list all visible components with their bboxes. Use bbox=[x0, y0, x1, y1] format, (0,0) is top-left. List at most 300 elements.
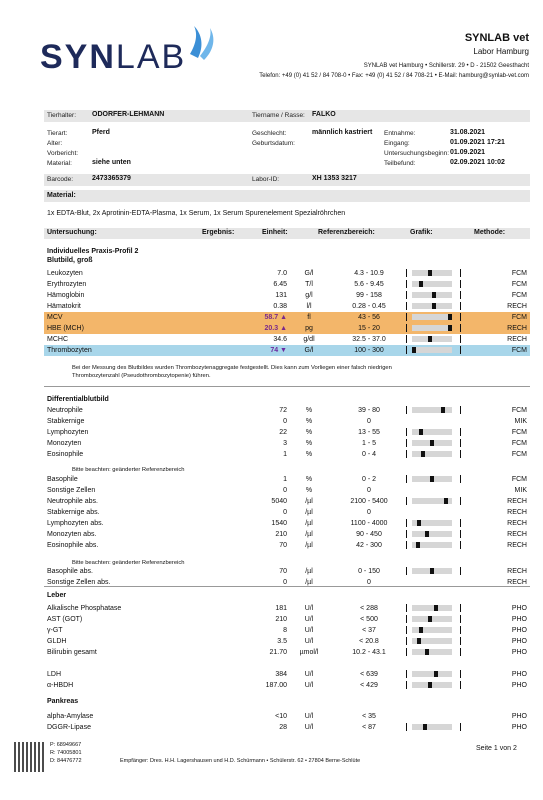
result-row bbox=[44, 529, 530, 540]
method: PHO bbox=[511, 649, 527, 656]
test-name: Alkalische Phosphatase bbox=[47, 605, 122, 612]
reference-range: < 429 bbox=[360, 682, 378, 689]
method: RECH bbox=[507, 509, 527, 516]
reference-range: 0 - 150 bbox=[358, 568, 380, 575]
graph-marker bbox=[434, 605, 438, 611]
graph-marker bbox=[416, 542, 420, 548]
footer-d: D: 84476772 bbox=[50, 758, 82, 764]
synlab-logo: SYNLAB bbox=[40, 38, 187, 76]
method: FCM bbox=[511, 429, 527, 436]
unit: % bbox=[305, 407, 313, 414]
section-pancreas: Pankreas bbox=[47, 698, 79, 705]
graph-tick-left bbox=[406, 324, 407, 332]
graph-tick-right bbox=[460, 615, 461, 623]
graph-tick-right bbox=[460, 670, 461, 678]
graph-bar bbox=[412, 724, 452, 730]
result-row bbox=[44, 518, 530, 529]
graph-marker bbox=[448, 325, 452, 331]
graph-tick-right bbox=[460, 519, 461, 527]
thrombo-note: Bei der Messung des Blutbildes wurden Thrombozytenaggregate festgestellt. Dies kann zum Vorliegen einer falsch niedrigen bbox=[72, 365, 392, 371]
result-row bbox=[44, 485, 530, 496]
graph-tick-left bbox=[406, 475, 407, 483]
reference-range: 32.5 - 37.0 bbox=[352, 336, 386, 343]
reference-range: < 639 bbox=[360, 671, 378, 678]
unit: l/l bbox=[306, 303, 312, 310]
divider bbox=[44, 386, 530, 387]
result-row bbox=[44, 540, 530, 551]
reference-range: 0 bbox=[367, 509, 371, 516]
graph-tick-right bbox=[460, 637, 461, 645]
result-value: 8 bbox=[283, 627, 287, 634]
result-row bbox=[44, 427, 530, 438]
test-name: LDH bbox=[47, 671, 62, 678]
graph-tick-right bbox=[460, 450, 461, 458]
divider bbox=[44, 586, 530, 587]
unit: /µl bbox=[305, 579, 313, 586]
graph-tick-right bbox=[460, 567, 461, 575]
result-value: 5040 bbox=[271, 498, 287, 505]
graph-marker bbox=[444, 498, 448, 504]
result-value: 0 bbox=[283, 509, 287, 516]
reference-range: 43 - 56 bbox=[358, 314, 380, 321]
graph-marker bbox=[417, 638, 421, 644]
result-value: 22 bbox=[279, 429, 287, 436]
method: FCM bbox=[511, 476, 527, 483]
method: FCM bbox=[511, 451, 527, 458]
unit: U/l bbox=[304, 638, 314, 645]
graph-marker bbox=[432, 303, 436, 309]
result-row bbox=[44, 507, 530, 518]
unit: % bbox=[305, 487, 313, 494]
graph-bar bbox=[412, 531, 452, 537]
result-row bbox=[44, 416, 530, 427]
graph-marker bbox=[419, 627, 423, 633]
test-name: AST (GOT) bbox=[47, 616, 83, 623]
graph-tick-right bbox=[460, 428, 461, 436]
result-row bbox=[44, 636, 530, 647]
test-name: Thrombozyten bbox=[47, 347, 92, 354]
graph-marker bbox=[421, 451, 425, 457]
result-row bbox=[44, 711, 530, 722]
graph-bar bbox=[412, 347, 452, 353]
graph-tick-left bbox=[406, 530, 407, 538]
unit: fl bbox=[307, 314, 311, 321]
result-row bbox=[44, 301, 530, 312]
graph-bar bbox=[412, 627, 452, 633]
receipt-date: 01.09.2021 17:21 bbox=[450, 139, 505, 146]
unit: % bbox=[305, 440, 313, 447]
graph-tick-left bbox=[406, 670, 407, 678]
test-name: Eosinophile abs. bbox=[47, 542, 99, 549]
method: RECH bbox=[507, 579, 527, 586]
result-row bbox=[44, 680, 530, 691]
result-row bbox=[44, 345, 530, 356]
graph-marker bbox=[425, 649, 429, 655]
graph-tick-left bbox=[406, 567, 407, 575]
reference-range: 90 - 450 bbox=[356, 531, 382, 538]
reference-range: 15 - 20 bbox=[358, 325, 380, 332]
test-name: Sonstige Zellen abs. bbox=[47, 579, 111, 586]
unit: U/l bbox=[304, 724, 314, 731]
unit: µmol/l bbox=[299, 649, 319, 656]
graph-bar bbox=[412, 568, 452, 574]
method: RECH bbox=[507, 520, 527, 527]
col-graph: Grafik: bbox=[410, 229, 433, 236]
graph-bar bbox=[412, 605, 452, 611]
reference-range: < 87 bbox=[362, 724, 376, 731]
result-value: 28 bbox=[279, 724, 287, 731]
graph-tick-right bbox=[460, 530, 461, 538]
result-row bbox=[44, 438, 530, 449]
unit: U/l bbox=[304, 605, 314, 612]
pet-name: FALKO bbox=[312, 111, 336, 118]
graph-marker bbox=[448, 314, 452, 320]
graph-tick-left bbox=[406, 346, 407, 354]
method: FCM bbox=[511, 292, 527, 299]
result-value: 210 bbox=[275, 531, 287, 538]
method: PHO bbox=[511, 724, 527, 731]
unit: g/l bbox=[305, 292, 313, 299]
result-row bbox=[44, 625, 530, 636]
result-value: 3 bbox=[283, 440, 287, 447]
unit: U/l bbox=[304, 627, 314, 634]
graph-bar bbox=[412, 498, 452, 504]
reference-range: 1 - 5 bbox=[361, 440, 376, 447]
graph-marker bbox=[428, 616, 432, 622]
method: MIK bbox=[514, 487, 527, 494]
test-name: Neutrophile bbox=[47, 407, 83, 414]
graph-bar bbox=[412, 649, 452, 655]
test-name: Sonstige Zellen bbox=[47, 487, 96, 494]
test-name: DGGR-Lipase bbox=[47, 724, 91, 731]
method: RECH bbox=[507, 531, 527, 538]
graph-tick-left bbox=[406, 280, 407, 288]
reference-range: 4.3 - 10.9 bbox=[354, 270, 384, 277]
reference-range: 2100 - 5400 bbox=[350, 498, 388, 505]
result-value: 58.7 ▲ bbox=[264, 314, 287, 321]
reference-range: < 35 bbox=[362, 713, 376, 720]
method: PHO bbox=[511, 713, 527, 720]
method: PHO bbox=[511, 627, 527, 634]
result-value: 70 bbox=[279, 568, 287, 575]
graph-tick-left bbox=[406, 439, 407, 447]
reference-range: 0.28 - 0.45 bbox=[352, 303, 386, 310]
graph-tick-right bbox=[460, 541, 461, 549]
graph-tick-right bbox=[460, 291, 461, 299]
graph-tick-left bbox=[406, 615, 407, 623]
reference-range: 100 - 300 bbox=[354, 347, 384, 354]
reference-range: < 37 bbox=[362, 627, 376, 634]
result-value: 21.70 bbox=[269, 649, 287, 656]
result-value: 0.38 bbox=[273, 303, 287, 310]
graph-tick-right bbox=[460, 313, 461, 321]
graph-tick-right bbox=[460, 439, 461, 447]
graph-marker bbox=[428, 336, 432, 342]
method: FCM bbox=[511, 440, 527, 447]
reference-range: 0 bbox=[367, 418, 371, 425]
graph-tick-right bbox=[460, 648, 461, 656]
unit: G/l bbox=[304, 347, 314, 354]
graph-tick-right bbox=[460, 475, 461, 483]
graph-tick-left bbox=[406, 335, 407, 343]
graph-bar bbox=[412, 270, 452, 276]
unit: /µl bbox=[305, 498, 313, 505]
result-value: 0 bbox=[283, 579, 287, 586]
result-value: <10 bbox=[275, 713, 287, 720]
result-value: 187.00 bbox=[265, 682, 287, 689]
unit: /µl bbox=[305, 568, 313, 575]
test-name: GLDH bbox=[47, 638, 67, 645]
graph-marker bbox=[419, 281, 423, 287]
test-name: Lymphozyten bbox=[47, 429, 89, 436]
result-value: 20.3 ▲ bbox=[264, 325, 287, 332]
result-value: 1540 bbox=[271, 520, 287, 527]
section-liver: Leber bbox=[47, 592, 67, 599]
test-name: Stabkernige bbox=[47, 418, 85, 425]
result-row bbox=[44, 290, 530, 301]
graph-tick-left bbox=[406, 637, 407, 645]
graph-tick-right bbox=[460, 335, 461, 343]
graph-tick-left bbox=[406, 519, 407, 527]
graph-bar bbox=[412, 314, 452, 320]
thrombo-note-2: Thrombozytenzahl (Pseudothrombozytopenie) führen. bbox=[72, 373, 211, 379]
unit: /µl bbox=[305, 542, 313, 549]
reference-range: 13 - 55 bbox=[358, 429, 380, 436]
result-row bbox=[44, 614, 530, 625]
test-name: Basophile bbox=[47, 476, 78, 483]
col-test: Untersuchung: bbox=[47, 229, 97, 236]
method: RECH bbox=[507, 498, 527, 505]
graph-marker bbox=[432, 292, 436, 298]
method: FCM bbox=[511, 281, 527, 288]
result-value: 384 bbox=[275, 671, 287, 678]
reference-range: 1100 - 4000 bbox=[350, 520, 388, 527]
unit: G/l bbox=[304, 270, 314, 277]
graph-marker bbox=[425, 531, 429, 537]
graph-marker bbox=[430, 568, 434, 574]
graph-marker bbox=[428, 270, 432, 276]
reference-range: < 500 bbox=[360, 616, 378, 623]
result-row bbox=[44, 603, 530, 614]
method: FCM bbox=[511, 407, 527, 414]
graph-tick-right bbox=[460, 324, 461, 332]
graph-marker bbox=[417, 520, 421, 526]
graph-marker bbox=[434, 671, 438, 677]
owner-name: ODORFER-LEHMANN bbox=[92, 111, 165, 118]
method: RECH bbox=[507, 568, 527, 575]
partial-date: 02.09.2021 10:02 bbox=[450, 159, 505, 166]
method: RECH bbox=[507, 542, 527, 549]
method: RECH bbox=[507, 303, 527, 310]
col-unit: Einheit: bbox=[262, 229, 288, 236]
graph-tick-right bbox=[460, 280, 461, 288]
result-value: 74 ▼ bbox=[270, 347, 287, 354]
start-date: 01.09.2021 bbox=[450, 149, 486, 156]
result-row bbox=[44, 566, 530, 577]
test-name: Neutrophile abs. bbox=[47, 498, 98, 505]
method: PHO bbox=[511, 616, 527, 623]
section-blood: Blutbild, groß bbox=[47, 257, 93, 264]
method: MIK bbox=[514, 418, 527, 425]
graph-tick-right bbox=[460, 302, 461, 310]
footer-p: P: 68949667 bbox=[50, 742, 82, 748]
unit: g/dl bbox=[303, 336, 315, 343]
result-value: 6.45 bbox=[273, 281, 287, 288]
test-name: alpha-Amylase bbox=[47, 713, 94, 720]
graph-bar bbox=[412, 520, 452, 526]
result-value: 131 bbox=[275, 292, 287, 299]
method: FCM bbox=[511, 270, 527, 277]
graph-bar bbox=[412, 429, 452, 435]
unit: T/l bbox=[305, 281, 313, 288]
graph-bar bbox=[412, 542, 452, 548]
result-value: 3.5 bbox=[277, 638, 287, 645]
unit: /µl bbox=[305, 509, 313, 516]
graph-tick-left bbox=[406, 541, 407, 549]
result-row bbox=[44, 334, 530, 345]
result-row bbox=[44, 405, 530, 416]
col-result: Ergebnis: bbox=[202, 229, 235, 236]
section-diff: Differentialblutbild bbox=[47, 396, 109, 403]
graph-bar bbox=[412, 407, 452, 413]
result-row bbox=[44, 449, 530, 460]
graph-tick-right bbox=[460, 604, 461, 612]
barcode: 2473365379 bbox=[92, 175, 131, 182]
test-name: MCHC bbox=[47, 336, 68, 343]
graph-bar bbox=[412, 292, 452, 298]
graph-tick-left bbox=[406, 648, 407, 656]
result-value: 0 bbox=[283, 487, 287, 494]
page-number: Seite 1 von 2 bbox=[476, 745, 517, 752]
result-row bbox=[44, 647, 530, 658]
reference-range: 5.6 - 9.45 bbox=[354, 281, 384, 288]
sex: männlich kastriert bbox=[312, 129, 373, 136]
reference-range: < 288 bbox=[360, 605, 378, 612]
graph-tick-left bbox=[406, 406, 407, 414]
result-value: 1 bbox=[283, 476, 287, 483]
graph-tick-left bbox=[406, 723, 407, 731]
reference-range: 42 - 300 bbox=[356, 542, 382, 549]
test-name: Bilirubin gesamt bbox=[47, 649, 97, 656]
graph-tick-right bbox=[460, 681, 461, 689]
graph-marker bbox=[441, 407, 445, 413]
graph-tick-left bbox=[406, 302, 407, 310]
graph-bar bbox=[412, 303, 452, 309]
method: PHO bbox=[511, 605, 527, 612]
graph-tick-left bbox=[406, 681, 407, 689]
result-row bbox=[44, 279, 530, 290]
lab-sub: Labor Hamburg bbox=[473, 47, 529, 56]
draw-date: 31.08.2021 bbox=[450, 129, 486, 136]
material-text: 1x EDTA-Blut, 2x Aprotinin-EDTA-Plasma, 1x Serum, 1x Serum Spurenelement Spezialröhrchen bbox=[47, 210, 346, 217]
lab-contact: Telefon: +49 (0) 41 52 / 84 708-0 • Fax: +49 (0) 41 52 / 84 708-21 • E-Mail: hamburg@synlab-vet.com bbox=[259, 73, 529, 79]
test-name: Hämoglobin bbox=[47, 292, 85, 299]
unit: % bbox=[305, 451, 313, 458]
test-name: γ-GT bbox=[47, 627, 63, 634]
graph-tick-left bbox=[406, 291, 407, 299]
result-row bbox=[44, 496, 530, 507]
graph-bar bbox=[412, 682, 452, 688]
unit: U/l bbox=[304, 671, 314, 678]
graph-tick-left bbox=[406, 497, 407, 505]
test-name: MCV bbox=[47, 314, 63, 321]
section-profile: Individuelles Praxis-Profil 2 bbox=[47, 248, 139, 255]
method: PHO bbox=[511, 671, 527, 678]
graph-tick-left bbox=[406, 450, 407, 458]
footer-r: R: 74005801 bbox=[50, 750, 82, 756]
unit: U/l bbox=[304, 616, 314, 623]
graph-tick-right bbox=[460, 626, 461, 634]
test-name: α-HBDH bbox=[47, 682, 74, 689]
result-value: 70 bbox=[279, 542, 287, 549]
graph-tick-left bbox=[406, 428, 407, 436]
reference-range: 99 - 158 bbox=[356, 292, 382, 299]
unit: /µl bbox=[305, 520, 313, 527]
ref-changed-note-2: Bitte beachten: geänderter Referenzbereich bbox=[72, 560, 185, 566]
unit: % bbox=[305, 476, 313, 483]
ref-changed-note-1: Bitte beachten: geänderter Referenzbereich bbox=[72, 467, 185, 473]
unit: U/l bbox=[304, 713, 314, 720]
graph-tick-left bbox=[406, 604, 407, 612]
graph-marker bbox=[419, 429, 423, 435]
lab-id: XH 1353 3217 bbox=[312, 175, 357, 182]
unit: % bbox=[305, 418, 313, 425]
test-name: Monozyten abs. bbox=[47, 531, 97, 538]
graph-marker bbox=[423, 724, 427, 730]
graph-tick-right bbox=[460, 269, 461, 277]
graph-marker bbox=[430, 476, 434, 482]
test-name: Leukozyten bbox=[47, 270, 83, 277]
unit: /µl bbox=[305, 531, 313, 538]
test-name: Lymphozyten abs. bbox=[47, 520, 104, 527]
reference-range: 0 bbox=[367, 579, 371, 586]
col-method: Methode: bbox=[474, 229, 506, 236]
result-row bbox=[44, 323, 530, 334]
method: PHO bbox=[511, 638, 527, 645]
footer-recipient: Empfänger: Dres. H.H. Lagershausen und H.D. Schürmann • Schülerstr. 62 • 27804 Berne-Schlüte bbox=[120, 758, 361, 764]
reference-range: 0 - 4 bbox=[361, 451, 376, 458]
unit: U/l bbox=[304, 682, 314, 689]
result-row bbox=[44, 312, 530, 323]
method: FCM bbox=[511, 347, 527, 354]
graph-tick-right bbox=[460, 406, 461, 414]
method: RECH bbox=[507, 325, 527, 332]
result-row bbox=[44, 669, 530, 680]
result-row bbox=[44, 268, 530, 279]
lab-address: SYNLAB vet Hamburg • Schillerstr. 29 • D - 21502 Geesthacht bbox=[363, 63, 529, 69]
result-value: 0 bbox=[283, 418, 287, 425]
graph-bar bbox=[412, 616, 452, 622]
result-value: 181 bbox=[275, 605, 287, 612]
method: RECH bbox=[507, 336, 527, 343]
test-name: Eosinophile bbox=[47, 451, 84, 458]
material-short: siehe unten bbox=[92, 159, 131, 166]
reference-range: 0 - 2 bbox=[361, 476, 376, 483]
result-value: 1 bbox=[283, 451, 287, 458]
graph-tick-right bbox=[460, 346, 461, 354]
graph-bar bbox=[412, 336, 452, 342]
reference-range: 39 - 80 bbox=[358, 407, 380, 414]
col-ref: Referenzbereich: bbox=[318, 229, 375, 236]
graph-bar bbox=[412, 281, 452, 287]
logo-swoosh-icon bbox=[186, 24, 216, 64]
unit: pg bbox=[305, 325, 313, 332]
result-value: 210 bbox=[275, 616, 287, 623]
graph-tick-left bbox=[406, 313, 407, 321]
graph-tick-right bbox=[460, 497, 461, 505]
test-name: Basophile abs. bbox=[47, 568, 93, 575]
test-name: Hämatokrit bbox=[47, 303, 81, 310]
